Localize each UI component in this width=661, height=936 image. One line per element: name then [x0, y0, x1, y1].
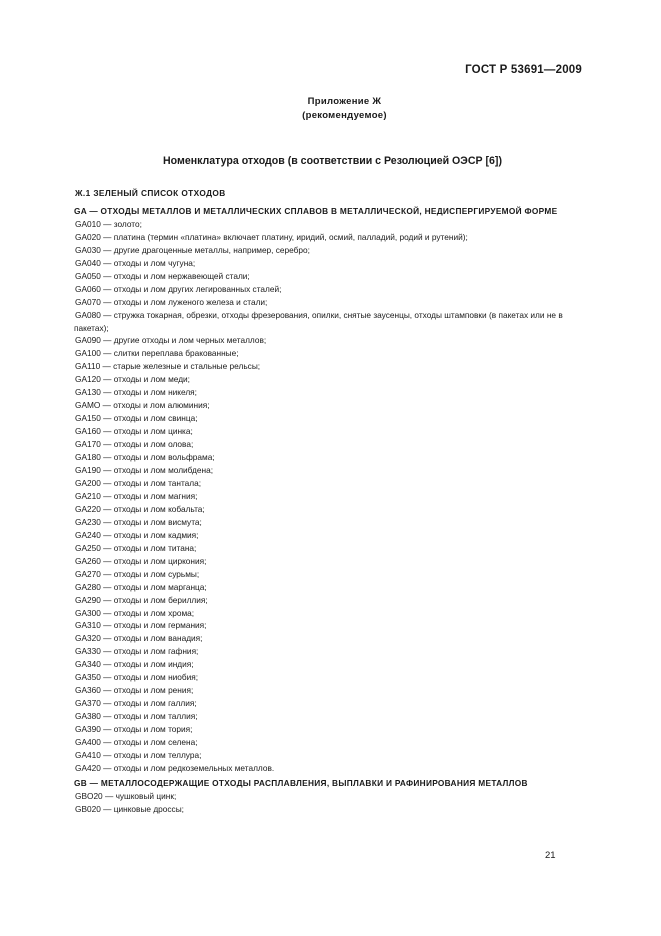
list-item: GA280 — отходы и лом марганца;	[75, 581, 207, 592]
list-item: GA160 — отходы и лом цинка;	[75, 426, 193, 437]
list-item: GA260 — отходы и лом циркония;	[75, 555, 207, 566]
list-item: GA350 — отходы и лом ниобия;	[75, 672, 199, 683]
list-item: GB020 — цинковые дроссы;	[75, 803, 184, 814]
list-item: GA320 — отходы и лом ванадия;	[75, 633, 203, 644]
list-item: GA390 — отходы и лом тория;	[75, 724, 193, 735]
group-a-heading: GA — ОТХОДЫ МЕТАЛЛОВ И МЕТАЛЛИЧЕСКИХ СПЛАВОВ В МЕТАЛЛИЧЕСКОЙ, НЕДИСПЕРГИРУЕМОЙ ФОРМЕ	[74, 205, 558, 216]
page-number: 21	[545, 850, 556, 861]
appendix-label: Приложение Ж	[307, 96, 382, 107]
list-item: GA370 — отходы и лом галлия;	[75, 698, 197, 709]
list-item: GA190 — отходы и лом молибдена;	[75, 465, 214, 476]
list-item: GA060 — отходы и лом других легированных сталей;	[75, 283, 282, 294]
list-item: GA070 — отходы и лом луженого железа и стали;	[75, 296, 268, 307]
list-item: GA100 — слитки переплава бракованные;	[75, 348, 239, 359]
list-item: GA010 — золото;	[75, 218, 142, 229]
document-code: ГОСТ Р 53691—2009	[465, 64, 582, 76]
list-item: GA210 — отходы и лом магния;	[75, 490, 198, 501]
list-item: GA310 — отходы и лом германия;	[75, 620, 207, 631]
list-item: GA340 — отходы и лом индия;	[75, 659, 194, 670]
list-item: GA080 — стружка токарная, обрезки, отходы фрезерования, опилки, снятые заусенцы, отходы штамповки (в пакетах или не в пакетах);	[74, 309, 563, 333]
list-item: GA420 — отходы и лом редкоземельных металлов.	[75, 762, 275, 773]
list-item: GA410 — отходы и лом теллура;	[75, 749, 202, 760]
list-item: GA230 — отходы и лом висмута;	[75, 516, 202, 527]
list-item: GA380 — отходы и лом таллия;	[75, 711, 198, 722]
list-item: GA200 — отходы и лом тантала;	[75, 477, 202, 488]
group-b-heading: GB — МЕТАЛЛОСОДЕРЖАЩИЕ ОТХОДЫ РАСПЛАВЛЕНИЯ, ВЫПЛАВКИ И РАФИНИРОВАНИЯ МЕТАЛЛОВ	[74, 777, 528, 788]
list-item: GA130 — отходы и лом никеля;	[75, 387, 197, 398]
list-item: GA110 — старые железные и стальные рельсы;	[75, 361, 261, 372]
list-item: GA400 — отходы и лом селена;	[75, 737, 198, 748]
list-item: GA270 — отходы и лом сурьмы;	[75, 568, 200, 579]
list-item: GA330 — отходы и лом гафния;	[75, 646, 199, 657]
list-item: GA170 — отходы и лом олова;	[75, 439, 194, 450]
list-item: GA020 — платина (термин «платина» включает платину, иридий, осмий, палладий, родий и рутений);	[75, 231, 468, 242]
group-a-list	[75, 218, 581, 775]
list-item: GA250 — отходы и лом титана;	[75, 542, 197, 553]
section-heading: Ж.1 ЗЕЛЕНЫЙ СПИСОК ОТХОДОВ	[75, 188, 226, 198]
list-item: GA120 — отходы и лом меди;	[75, 374, 190, 385]
list-item: GA360 — отходы и лом рения;	[75, 685, 194, 696]
list-item: GA300 — отходы и лом хрома;	[75, 607, 195, 618]
page-title: Номенклатура отходов (в соответствии с Резолюцией ОЭСР [6])	[163, 155, 502, 167]
list-item: GAMO — отходы и лом алюминия;	[75, 400, 210, 411]
list-item: GA240 — отходы и лом кадмия;	[75, 529, 199, 540]
document-body	[75, 187, 581, 816]
list-item: GA030 — другие драгоценные металлы, например, серебро;	[75, 244, 310, 255]
appendix-label-block	[0, 95, 661, 123]
list-item: GA220 — отходы и лом кобальта;	[75, 503, 205, 514]
list-item: GA180 — отходы и лом вольфрама;	[75, 452, 215, 463]
list-item: GA040 — отходы и лом чугуна;	[75, 257, 196, 268]
list-item: GA050 — отходы и лом нержавеющей стали;	[75, 270, 250, 281]
list-item: GA150 — отходы и лом свинца;	[75, 413, 198, 424]
appendix-status: (рекомендуемое)	[302, 110, 387, 121]
list-item: GA290 — отходы и лом бериллия;	[75, 594, 208, 605]
list-item: GA090 — другие отходы и лом черных металлов;	[75, 335, 267, 346]
list-item: GBO20 — чушковый цинк;	[75, 790, 177, 801]
group-b-list	[75, 790, 581, 816]
